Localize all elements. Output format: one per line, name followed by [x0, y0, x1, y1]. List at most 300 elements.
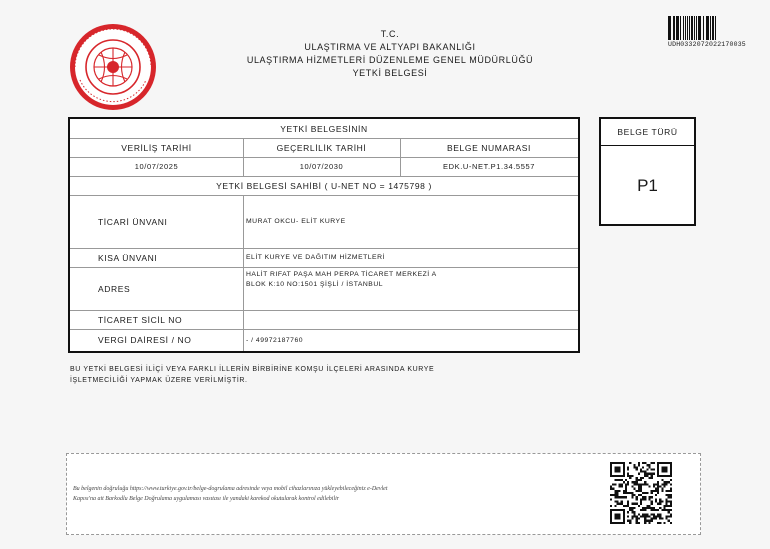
verification-text — [73, 484, 593, 504]
qr-module — [629, 509, 631, 511]
qr-module — [616, 479, 618, 481]
qr-module — [629, 507, 631, 509]
field-row-address — [70, 267, 578, 311]
qr-module — [610, 471, 612, 473]
qr-module — [631, 492, 633, 494]
qr-module — [644, 507, 646, 509]
qr-module — [625, 479, 627, 481]
qr-module — [661, 483, 663, 485]
qr-module — [629, 462, 631, 464]
qr-module — [651, 473, 653, 475]
qr-module — [644, 509, 646, 511]
qr-module — [640, 488, 642, 490]
qr-module — [670, 509, 672, 511]
qr-module — [668, 515, 670, 517]
tax-office-label: VERGİ DAİRESİ / NO — [98, 335, 192, 345]
qr-module — [625, 486, 627, 488]
qr-module — [638, 486, 640, 488]
header-line-ministry: ULAŞTIRMA VE ALTYAPI BAKANLIĞI — [304, 42, 476, 52]
qr-module — [621, 503, 623, 505]
qr-module — [670, 464, 672, 466]
qr-module — [616, 503, 618, 505]
qr-module — [648, 507, 650, 509]
qr-module — [644, 471, 646, 473]
qr-module — [625, 492, 627, 494]
qr-module — [670, 479, 672, 481]
statement-line-1: BU YETKİ BELGESİ İLİÇİ VEYA FARKLI İLLERİN BİRBİRİNE KOMŞU İLÇELERİ ARASINDA KURYE — [70, 366, 435, 373]
qr-module — [651, 520, 653, 522]
qr-module — [610, 518, 612, 520]
barcode — [668, 16, 763, 48]
qr-module — [610, 488, 612, 490]
qr-module — [623, 464, 625, 466]
field-row-short-name — [70, 248, 578, 268]
qr-module — [640, 477, 642, 479]
qr-module — [651, 509, 653, 511]
certificate-table — [68, 117, 580, 353]
qr-module — [666, 494, 668, 496]
qr-module — [636, 479, 638, 481]
qr-module — [638, 522, 640, 524]
barcode-number: UDH0332072022170035 — [668, 41, 746, 48]
qr-module — [657, 468, 659, 470]
qr-module — [627, 492, 629, 494]
qr-module — [651, 513, 653, 515]
qr-module — [640, 471, 642, 473]
qr-module — [666, 468, 668, 470]
barcode-bars — [668, 16, 763, 40]
qr-module — [657, 513, 659, 515]
qr-module — [616, 496, 618, 498]
qr-module — [616, 522, 618, 524]
qr-module — [657, 503, 659, 505]
document-type-label: BELGE TÜRÜ — [601, 119, 694, 146]
qr-module — [670, 488, 672, 490]
qr-module — [619, 483, 621, 485]
qr-module — [623, 471, 625, 473]
qr-module — [655, 515, 657, 517]
qr-module — [616, 466, 618, 468]
qr-module — [668, 496, 670, 498]
qr-module — [644, 522, 646, 524]
qr-module — [623, 492, 625, 494]
qr-module — [657, 492, 659, 494]
field-row-trade-registry — [70, 310, 578, 330]
qr-module — [648, 515, 650, 517]
qr-module — [653, 483, 655, 485]
qr-module — [614, 494, 616, 496]
qr-module — [653, 518, 655, 520]
qr-module — [629, 475, 631, 477]
trade-name-label: TİCARİ ÜNVANI — [98, 216, 168, 227]
qr-module — [651, 496, 653, 498]
qr-module — [657, 522, 659, 524]
qr-module — [619, 518, 621, 520]
qr-module — [636, 522, 638, 524]
qr-module — [631, 515, 633, 517]
qr-module — [651, 492, 653, 494]
qr-module — [661, 518, 663, 520]
qr-module — [653, 473, 655, 475]
qr-module — [610, 473, 612, 475]
qr-module — [619, 475, 621, 477]
qr-module — [663, 483, 665, 485]
qr-module — [651, 503, 653, 505]
qr-module — [638, 464, 640, 466]
qr-module — [631, 486, 633, 488]
qr-module — [648, 477, 650, 479]
qr-module — [610, 462, 612, 464]
qr-module — [651, 500, 653, 502]
qr-module — [666, 462, 668, 464]
qr-module — [670, 462, 672, 464]
qr-module — [659, 515, 661, 517]
qr-module — [619, 490, 621, 492]
qr-module — [614, 518, 616, 520]
qr-module — [634, 481, 636, 483]
qr-module — [666, 505, 668, 507]
qr-module — [653, 462, 655, 464]
qr-module — [629, 477, 631, 479]
qr-module — [638, 494, 640, 496]
qr-module — [657, 466, 659, 468]
qr-module — [670, 522, 672, 524]
qr-module — [670, 473, 672, 475]
qr-module — [668, 475, 670, 477]
qr-module — [657, 483, 659, 485]
qr-module — [623, 462, 625, 464]
table-title: YETKİ BELGESİNİN — [280, 123, 368, 134]
qr-module — [644, 498, 646, 500]
qr-module — [627, 500, 629, 502]
qr-module — [653, 486, 655, 488]
qr-module — [619, 522, 621, 524]
qr-module — [612, 483, 614, 485]
qr-module — [614, 492, 616, 494]
qr-module — [634, 511, 636, 513]
qr-module — [661, 500, 663, 502]
qr-module — [648, 498, 650, 500]
qr-module — [636, 518, 638, 520]
qr-module — [657, 490, 659, 492]
qr-module — [636, 468, 638, 470]
qr-module — [670, 505, 672, 507]
qr-module — [655, 498, 657, 500]
qr-module — [666, 500, 668, 502]
qr-module — [616, 468, 618, 470]
qr-module — [657, 475, 659, 477]
qr-module — [661, 488, 663, 490]
qr-module — [614, 515, 616, 517]
qr-module — [659, 475, 661, 477]
document-type-value: P1 — [637, 175, 658, 195]
qr-module — [646, 492, 648, 494]
qr-module — [616, 475, 618, 477]
qr-module — [666, 518, 668, 520]
qr-module — [642, 498, 644, 500]
qr-module — [623, 490, 625, 492]
qr-module — [661, 468, 663, 470]
qr-module — [659, 513, 661, 515]
qr-module — [663, 522, 665, 524]
qr-module — [616, 494, 618, 496]
qr-module — [657, 515, 659, 517]
address-label: ADRES — [98, 283, 131, 294]
qr-module — [668, 509, 670, 511]
document-header — [210, 28, 570, 80]
qr-module — [621, 479, 623, 481]
qr-module — [634, 483, 636, 485]
qr-module — [642, 483, 644, 485]
qr-module — [612, 475, 614, 477]
trade-registry-label: TİCARET SİCİL NO — [98, 314, 183, 325]
qr-module — [668, 481, 670, 483]
qr-module — [640, 494, 642, 496]
qr-module — [655, 509, 657, 511]
qr-module — [668, 462, 670, 464]
qr-module — [657, 464, 659, 466]
qr-module — [646, 475, 648, 477]
qr-module — [655, 500, 657, 502]
authorization-statement — [70, 364, 550, 386]
qr-module — [638, 490, 640, 492]
trade-registry-value — [243, 310, 578, 329]
qr-module — [640, 486, 642, 488]
qr-module — [625, 505, 627, 507]
qr-module — [663, 471, 665, 473]
qr-module — [661, 475, 663, 477]
qr-module — [634, 503, 636, 505]
verification-text-line-2: Kapısı'na ait Barkodlu Belge Doğrulama uygulaması vasıtası ile yandaki karekod okutularak kontrol edilebilir — [73, 496, 340, 502]
qr-module — [659, 500, 661, 502]
qr-module — [666, 483, 668, 485]
qr-module — [646, 513, 648, 515]
qr-module — [646, 468, 648, 470]
qr-module — [634, 513, 636, 515]
qr-module — [642, 466, 644, 468]
qr-module — [655, 488, 657, 490]
qr-module — [668, 511, 670, 513]
qr-module — [661, 509, 663, 511]
qr-module — [642, 507, 644, 509]
qr-module — [634, 515, 636, 517]
qr-module — [640, 509, 642, 511]
qr-module — [619, 462, 621, 464]
qr-module — [629, 522, 631, 524]
qr-module — [661, 462, 663, 464]
qr-module — [668, 494, 670, 496]
table-values-row — [70, 157, 578, 177]
issue-date-value: 10/07/2025 — [134, 162, 179, 171]
qr-module — [614, 490, 616, 492]
qr-module — [619, 486, 621, 488]
qr-module — [621, 509, 623, 511]
qr-module — [636, 503, 638, 505]
qr-module — [646, 520, 648, 522]
document-type-box — [599, 117, 696, 226]
qr-module — [644, 475, 646, 477]
qr-module — [646, 464, 648, 466]
barcode-bar — [716, 16, 717, 40]
qr-module — [646, 505, 648, 507]
qr-module — [642, 492, 644, 494]
qr-module — [651, 477, 653, 479]
qr-module — [616, 518, 618, 520]
qr-module — [623, 468, 625, 470]
qr-module — [623, 481, 625, 483]
qr-module — [631, 494, 633, 496]
qr-module — [636, 490, 638, 492]
qr-module — [636, 496, 638, 498]
qr-module — [610, 522, 612, 524]
qr-module — [651, 518, 653, 520]
qr-module — [614, 509, 616, 511]
qr-module — [619, 468, 621, 470]
qr-module — [651, 462, 653, 464]
qr-module — [616, 515, 618, 517]
qr-module — [629, 520, 631, 522]
qr-module — [666, 515, 668, 517]
qr-module — [644, 518, 646, 520]
qr-module — [610, 494, 612, 496]
qr-module — [634, 507, 636, 509]
qr-module — [646, 515, 648, 517]
qr-module — [610, 515, 612, 517]
qr-module — [668, 520, 670, 522]
qr-module — [627, 505, 629, 507]
qr-module — [616, 490, 618, 492]
qr-module — [640, 479, 642, 481]
qr-module — [623, 511, 625, 513]
qr-module — [610, 509, 612, 511]
qr-module — [670, 475, 672, 477]
qr-module — [661, 471, 663, 473]
qr-module — [631, 518, 633, 520]
qr-module — [655, 518, 657, 520]
verification-text-line-1: Bu belgenin doğruluğu https://www.turkiye.gov.tr/belge-dogrulama adresinde veya mobil cihazlarınıza yükleyebileceğiniz e-Devlet — [73, 486, 388, 492]
qr-module — [661, 466, 663, 468]
qr-module — [625, 496, 627, 498]
header-document-number: BELGE NUMARASI — [447, 142, 531, 153]
qr-module — [646, 483, 648, 485]
qr-module — [644, 492, 646, 494]
address-line-2: BLOK K:10 NO:1501 ŞİŞLİ / İSTANBUL — [246, 281, 384, 288]
qr-module — [648, 505, 650, 507]
qr-module — [631, 503, 633, 505]
qr-module — [621, 462, 623, 464]
header-line-tc: T.C. — [380, 29, 400, 39]
qr-module — [666, 509, 668, 511]
qr-module — [644, 481, 646, 483]
qr-module — [655, 490, 657, 492]
qr-module — [666, 503, 668, 505]
qr-module — [638, 488, 640, 490]
field-row-tax-office — [70, 329, 578, 351]
qr-module — [634, 488, 636, 490]
qr-module — [616, 509, 618, 511]
qr-module — [638, 462, 640, 464]
qr-module — [619, 509, 621, 511]
qr-module — [663, 505, 665, 507]
qr-module — [638, 505, 640, 507]
qr-module — [629, 492, 631, 494]
qr-module — [663, 466, 665, 468]
qr-module — [670, 483, 672, 485]
qr-module — [657, 486, 659, 488]
qr-module — [638, 518, 640, 520]
qr-module — [670, 471, 672, 473]
qr-module — [644, 520, 646, 522]
qr-module — [623, 473, 625, 475]
qr-module — [612, 488, 614, 490]
qr-module — [663, 481, 665, 483]
qr-module — [621, 496, 623, 498]
qr-module — [614, 479, 616, 481]
qr-module — [616, 462, 618, 464]
qr-module — [627, 475, 629, 477]
qr-module — [636, 498, 638, 500]
qr-module — [653, 513, 655, 515]
short-name-label: KISA ÜNVANI — [98, 252, 158, 263]
qr-module — [623, 505, 625, 507]
qr-module — [638, 513, 640, 515]
qr-module — [631, 475, 633, 477]
qr-module — [636, 520, 638, 522]
qr-module — [627, 481, 629, 483]
qr-module — [657, 488, 659, 490]
qr-module — [661, 479, 663, 481]
qr-module — [659, 498, 661, 500]
qr-module — [640, 503, 642, 505]
qr-module — [663, 486, 665, 488]
qr-module — [627, 515, 629, 517]
qr-module — [612, 462, 614, 464]
qr-module — [642, 462, 644, 464]
qr-module — [657, 471, 659, 473]
qr-module — [642, 513, 644, 515]
qr-module — [616, 471, 618, 473]
qr-module — [614, 500, 616, 502]
qr-module — [627, 511, 629, 513]
qr-module — [616, 500, 618, 502]
qr-module — [623, 509, 625, 511]
qr-module — [646, 507, 648, 509]
qr-module — [663, 475, 665, 477]
qr-module — [668, 500, 670, 502]
qr-module — [627, 483, 629, 485]
qr-module — [614, 496, 616, 498]
qr-module — [619, 466, 621, 468]
qr-module — [644, 513, 646, 515]
trade-name-value: MURAT OKCU- ELİT KURYE — [246, 218, 346, 225]
qr-module — [623, 522, 625, 524]
qr-module — [631, 496, 633, 498]
tax-office-value: - / 49972187760 — [246, 336, 304, 344]
qr-module — [648, 466, 650, 468]
holder-title: YETKİ BELGESİ SAHİBİ ( U-NET NO = 1475798 ) — [216, 180, 432, 191]
holder-title-row — [70, 176, 578, 196]
qr-module — [610, 505, 612, 507]
qr-module — [638, 483, 640, 485]
qr-module — [638, 479, 640, 481]
qr-module — [651, 468, 653, 470]
qr-module — [642, 477, 644, 479]
qr-module — [627, 473, 629, 475]
qr-module — [653, 490, 655, 492]
address-value — [243, 267, 578, 310]
table-title-row — [70, 119, 578, 139]
short-name-value: ELİT KURYE VE DAĞITIM HİZMETLERİ — [246, 254, 385, 261]
